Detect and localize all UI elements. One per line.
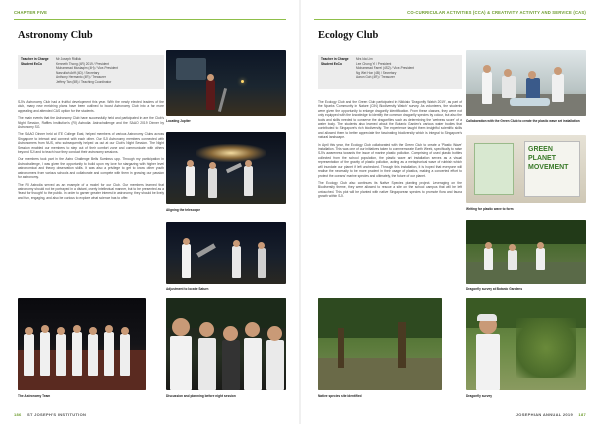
photo-discussion-planning	[166, 298, 286, 390]
student-head	[554, 67, 562, 75]
student-figure	[244, 166, 253, 196]
photo-native-species-site	[318, 298, 442, 390]
caption-writing-plastic-wave: Writing for plastic wave to form	[466, 207, 514, 211]
photo-aligning-telescope	[166, 132, 286, 204]
tree-silhouette	[176, 58, 206, 80]
footer-left	[14, 412, 86, 417]
student-figure	[182, 244, 191, 278]
header-rule-left	[14, 19, 286, 20]
info-value: Mohammad Farrel (4S2) / Vice-President	[356, 66, 415, 71]
student-head	[89, 327, 97, 335]
cap-hat	[477, 314, 497, 321]
student-head	[245, 322, 260, 337]
student-figure	[56, 334, 66, 376]
paragraph: The SAAO Dinner held at ITE College East, helped members of various Astronomy Clubs across Singapore to interact and connect with each other. Our SJI Astronomy members connected with Astronomers from NUS, who subsequently helped us out at our Club's Night Session. The Night Session enabled our members to step out of their comfort zone and communicate with others beyond SJI and to teach how they conduct their astronomy sessions.	[18, 132, 164, 155]
bottle-panel	[474, 143, 514, 195]
caption-aligning-telescope: Aligning the telescope	[166, 208, 201, 212]
student-figure	[526, 78, 540, 100]
paragraph: The Ecology Club also continues its Native Species planting project. Leveraging on the Biodiversity theme, they were allowed to rescue a site on the school campus that will be left untouched. This plot will be planted with native Singaporean species to promote flora and fauna growth within SJI.	[318, 180, 462, 199]
student-head	[223, 326, 238, 341]
astronomy-info-box	[18, 55, 164, 89]
caption-locating-jupiter: Locating Jupiter	[166, 119, 191, 123]
student-head	[187, 160, 194, 167]
student-head	[105, 325, 113, 333]
page-gutter	[299, 0, 301, 424]
student-head	[199, 322, 214, 337]
student-head	[245, 160, 252, 167]
student-head	[483, 65, 491, 73]
astronomy-title: Astronomy Club	[18, 30, 93, 41]
student-figure	[104, 332, 114, 376]
student-head	[73, 325, 81, 333]
info-key: Student ExCo	[21, 61, 42, 66]
info-value: Mrs Ida Lim	[356, 57, 373, 61]
tree-trunk	[338, 328, 344, 368]
student-figure	[186, 166, 195, 196]
student-figure	[244, 338, 262, 390]
paragraph: The Ecology Club and the Green Club participated in Nikkiaio 'Dragonfly Watch 2019', as part of the Nparks 'Community in Nature (CIN) Biodiversity Watch' survey. As volunteers, the students were given the opportunity to enlarge dragonfly identification. From these classes, they were not only equipped with the knowledge to identify the common dragonfly species by colour, but also the tools and skills needed to conserve the dragonflies such as determining the 'wetness score' of a water body. The students also learned about the Botanic Garden's various water bodies that contributed to Singapore's rich biodiversity. The experience taught them insightful scientific skills and allowed them to better appreciate the fascinating biodiversity which is integral to Singapore's natural landscape.	[318, 100, 462, 140]
student-head	[537, 242, 544, 249]
photo-writing-plastic-wave	[466, 135, 586, 203]
astronomy-body	[18, 100, 164, 290]
student-figure	[232, 246, 241, 278]
student-figure	[24, 334, 34, 376]
student-figure	[170, 336, 192, 390]
student-head	[528, 71, 536, 79]
telescope	[196, 243, 216, 257]
student-figure	[258, 248, 266, 278]
ecology-info-box	[318, 55, 462, 89]
ecology-body	[318, 100, 462, 290]
student-head	[207, 74, 214, 81]
paragraph: In April this year, the Ecology Club collaborated with the Green Club to create a 'Plastic Wave' installation. This was one of our initiatives taken to commemorate Earth Week, specifically to raise SJI's awareness towards the issue of marine plastic pollution. Comprising of used plastic bottles collected from the school population, the plastic wave art installation serves as a visual representation of the gravity of plastic pollution, acting as a metaphorical wave of rubbish which will inundate our planet if left unchecked. Through this installation, it is hoped that everyone will realise the necessity to be more prudent in their usage of plastics, making a concerted effort to protect the oceans' marine species and ultimately, the future of our planet.	[318, 142, 462, 178]
ecology-title: Ecology Club	[318, 30, 379, 41]
student-head	[183, 238, 190, 245]
student-figure	[552, 74, 564, 102]
header-rule-right	[314, 19, 586, 20]
student-figure	[88, 334, 98, 376]
info-value: Muhammad Mustaqim (4H) / Vice-President	[56, 66, 118, 71]
student-head	[25, 327, 33, 335]
info-value: Ng Wei Hon (4B) / Secretary	[356, 70, 397, 75]
student-figure	[120, 334, 130, 376]
student-figure	[208, 168, 217, 198]
sign-line: PLANET	[528, 155, 556, 162]
student-head	[267, 326, 282, 341]
info-value: Kenneth Thong (4R) 2019 / President	[56, 61, 109, 66]
student-head	[509, 244, 516, 251]
photo-adjustment-saturn	[166, 222, 286, 284]
student-figure	[206, 80, 215, 110]
student-figure	[476, 334, 500, 390]
page-number-right: 187	[578, 412, 586, 417]
student-head	[41, 325, 49, 333]
paragraph: SJI's Astronomy Club had a fruitful development this year. With the newly elected leaders of the club, many new enriching plans have been outlined to boost Astronomy Club into a far more appealing and attended CAS option for the students.	[18, 100, 164, 113]
student-figure	[536, 248, 545, 270]
info-value: Jeffery Tan (5B) / Teaching Coordinator	[56, 79, 112, 84]
footer-school-name: ST JOSEPH'S INSTITUTION	[27, 412, 87, 417]
student-head	[504, 69, 512, 77]
tripod	[218, 88, 227, 112]
chapter-label: CHAPTER FIVE	[14, 10, 48, 15]
foliage	[318, 298, 442, 338]
student-figure	[484, 248, 493, 270]
foliage	[466, 220, 586, 244]
caption-collaboration: Collaboration with the Green Club to create the plastic wave art installation	[466, 119, 580, 123]
student-head	[485, 242, 492, 249]
page-number-left: 186	[14, 412, 22, 417]
sign-line: GREEN	[528, 146, 553, 153]
photo-dragonfly-botanic-gardens	[466, 220, 586, 284]
student-head	[172, 318, 190, 336]
light-spot	[241, 80, 244, 83]
info-key: Teacher in Charge	[321, 57, 349, 61]
photo-locating-jupiter	[166, 50, 286, 116]
student-figure	[72, 332, 82, 376]
student-figure	[198, 338, 216, 390]
student-figure	[266, 340, 284, 390]
paragraph: The main events that the Astronomy Club have successfully held and participated in are the Club's Night Session, Raffles Institution's (RI) Astrodia: Astrochallenge and the SAAO 2019 Dinner by Astronomy SG.	[18, 116, 164, 130]
student-head	[258, 242, 265, 249]
info-value: Aaron Goh (4R) / Treasurer	[356, 75, 395, 80]
student-head	[121, 327, 129, 335]
paragraph: Our members took part in the Astro Challenge Bells Sumbrus upp. Through my participation in Astrochallenge, I was given the opportunity to build upon my love for stargazing with higher level astronomical and theory observation skills. It was also a privilege to get to know other youth astronomers from various schools and collaborate and compete with them in growing our passion for astronomy.	[18, 157, 164, 180]
caption-astronomy-team: The Astronomy Team	[18, 394, 51, 398]
student-figure	[40, 332, 50, 376]
plastic-bottles	[510, 98, 550, 106]
footer-right	[516, 412, 586, 417]
info-value: Mr Joseph Ridlick	[56, 57, 82, 61]
footer-annual-name: JOSEPHIAN ANNUAL 2019	[515, 412, 573, 417]
student-head	[233, 240, 240, 247]
caption-discussion-planning: Discussion and planning before night session	[166, 394, 236, 398]
info-key: Teacher in Charge	[21, 57, 49, 61]
student-head	[57, 327, 65, 335]
paragraph: The RI Astrodia served as an example of a model for our Club. Our members learned that astronomy should not be portrayed in a distant, overly intellectual manner, but to be presented as a 'feast for thought' to the public. In order to garner greater interest in astronomy, they should be lively and fun, engaging, and also be curious to explore what science has to offer.	[18, 182, 164, 200]
photo-collaboration-green-club	[466, 50, 586, 116]
caption-adjustment-saturn: Adjustment to locate Saturn	[166, 287, 209, 291]
green-planet-sign	[524, 141, 580, 197]
info-key: Student ExCo	[321, 61, 342, 66]
info-value: Lee Chong Yi / President	[356, 61, 392, 66]
photo-astronomy-team	[18, 298, 146, 390]
building-lights	[196, 144, 266, 162]
caption-dragonfly-botanic: Dragonfly survey at Botanic Gardens	[466, 287, 523, 291]
photo-dragonfly-survey	[466, 298, 586, 390]
student-figure	[502, 76, 516, 98]
caption-native-species: Native species site identified	[318, 394, 362, 398]
student-head	[209, 162, 216, 169]
student-figure	[222, 340, 240, 390]
tree-trunk	[398, 322, 406, 368]
info-value: Anthony Hermanto (4R) / Treasurer	[56, 75, 106, 80]
caption-dragonfly-survey: Dragonfly survey	[466, 394, 493, 398]
sign-line: MOVEMENT	[528, 164, 569, 171]
student-figure	[508, 250, 517, 270]
section-header: CO-CURRICULAR ACTIVITIES (CCA) & CREATIVITY ACTIVITY AND SERVICE (CAS)	[407, 10, 586, 15]
telescope	[226, 163, 242, 173]
foliage	[516, 318, 576, 378]
ground	[318, 358, 442, 390]
info-value: Nasrullah Ariff (4D) / Secretary	[56, 70, 100, 75]
student-figure	[482, 72, 492, 104]
